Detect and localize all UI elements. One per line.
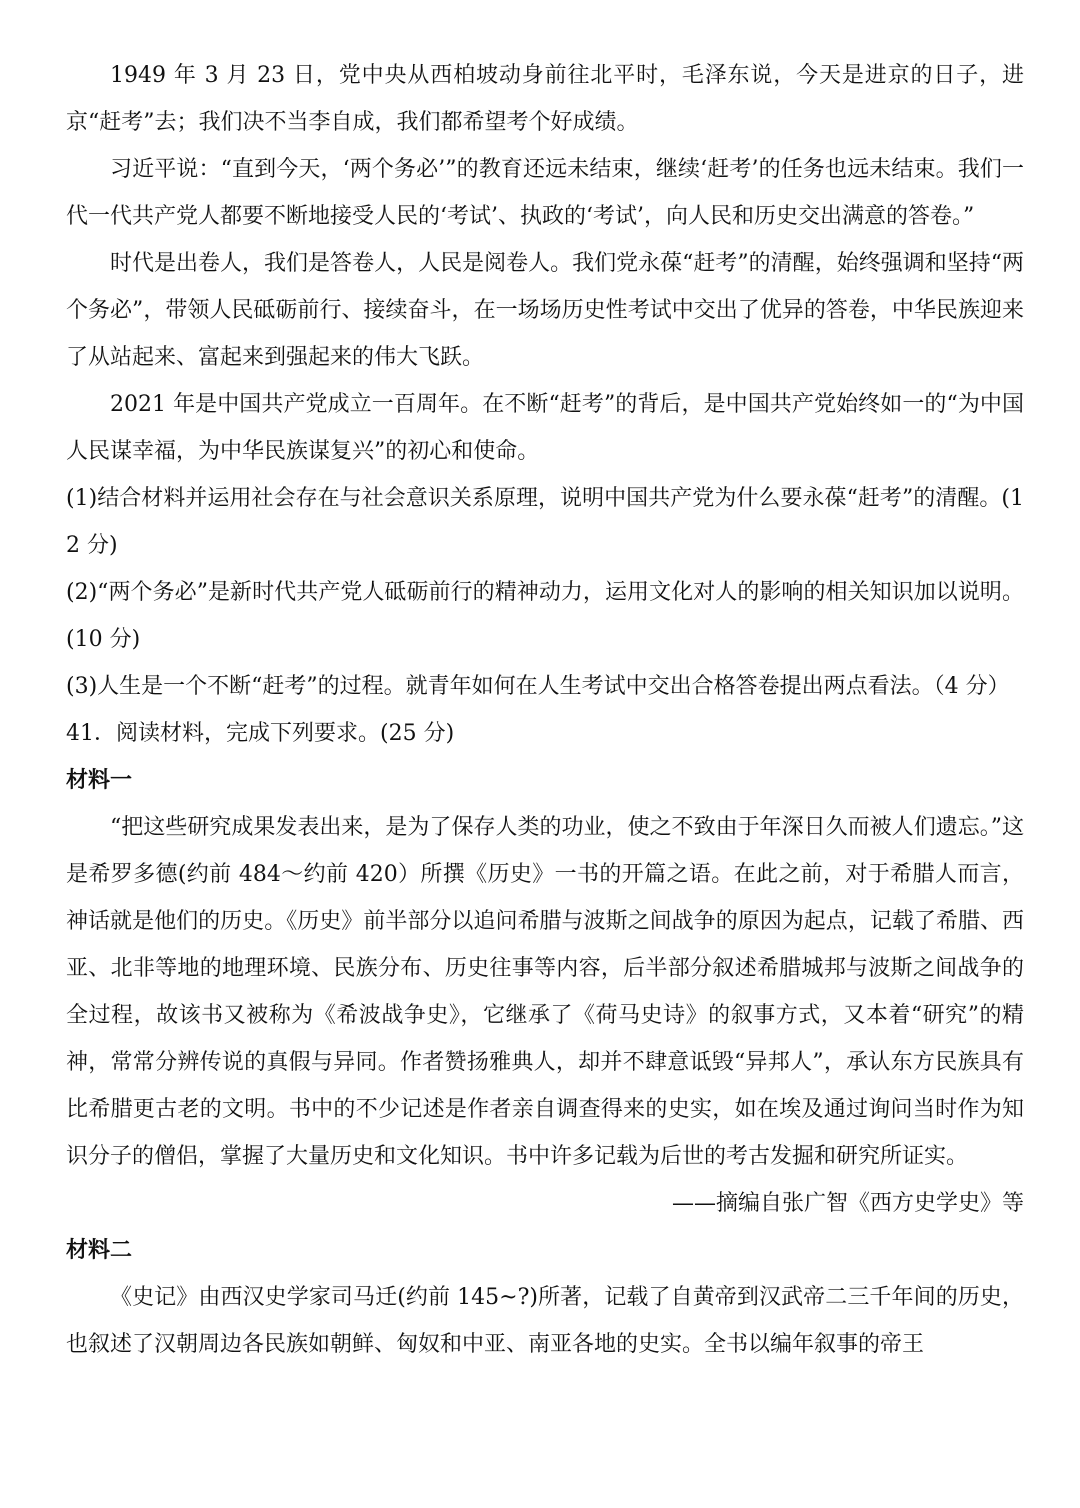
question-41-title: 41．阅读材料，完成下列要求。(25 分) (66, 721, 455, 746)
material-2-text: 《史记》由西汉史学家司马迁(约前 145~?)所著，记载了自黄帝到汉武帝二三千年间的历史，也叙述了汉朝周边各民族如朝鲜、匈奴和中亚、南亚各地的史实。全书以编年叙事的帝王 (66, 1285, 1024, 1357)
material-2-heading: 材料二 (66, 1238, 133, 1263)
passage-paragraph-3: 时代是出卷人，我们是答卷人，人民是阅卷人。我们党永葆“赶考”的清醒，始终强调和坚持“两个务必”，带领人民砥砺前行、接续奋斗，在一场场历史性考试中交出了优异的答卷，中华民族迎来了从站起来、富起来到强起来的伟大飞跃。 (66, 251, 1024, 370)
material-1-heading: 材料一 (66, 768, 133, 793)
material-1-source: ——摘编自张广智《西方史学史》等 (671, 1191, 1024, 1216)
material-1-text: “把这些研究成果发表出来，是为了保存人类的功业，使之不致由于年深日久而被人们遗忘。”这是希罗多德(约前 484～约前 420）所撰《历史》一书的开篇之语。在此之前，对于希腊人而言，神话就是他们的历史。《历史》前半部分以追问希腊与波斯之间战争的原因为起点，记载了希腊、西亚、北非等地的地理环境、民族分布、历史往事等内容，后半部分叙述希腊城邦与波斯之间战争的全过程，故该书又被称为《希波战争史》，它继承了《荷马史诗》的叙事方式，又本着“研究”的精神，常常分辨传说的真假与异同。作者赞扬雅典人，却并不肆意诋毁“异邦人”，承认东方民族具有比希腊更古老的文明。书中的不少记述是作者亲自调查得来的史实，如在埃及通过询问当时作为知识分子的僧侣，掌握了大量历史和文化知识。书中许多记载为后世的考古发掘和研究所证实。 (66, 815, 1024, 1169)
passage-paragraph-4: 2021 年是中国共产党成立一百周年。在不断“赶考”的背后，是中国共产党始终如一的“为中国人民谋幸福，为中华民族谋复兴”的初心和使命。 (66, 392, 1024, 464)
passage-paragraph-1: 1949 年 3 月 23 日，党中央从西柏坡动身前往北平时，毛泽东说，今天是进京的日子，进京“赶考”去；我们决不当李自成，我们都希望考个好成绩。 (66, 63, 1024, 135)
question-2: (2)“两个务必”是新时代共产党人砥砺前行的精神动力，运用文化对人的影响的相关知识加以说明。(10 分) (66, 580, 1024, 652)
question-1: (1)结合材料并运用社会存在与社会意识关系原理，说明中国共产党为什么要永葆“赶考”的清醒。(12 分) (66, 486, 1024, 558)
exam-page (66, 52, 1024, 1368)
passage-paragraph-2: 习近平说：“直到今天，‘两个务必’”的教育还远未结束，继续‘赶考’的任务也远未结束。我们一代一代共产党人都要不断地接受人民的‘考试’、执政的‘考试’，向人民和历史交出满意的答卷。” (66, 157, 1024, 229)
question-3: (3)人生是一个不断“赶考”的过程。就青年如何在人生考试中交出合格答卷提出两点看法。（4 分） (66, 674, 1010, 699)
